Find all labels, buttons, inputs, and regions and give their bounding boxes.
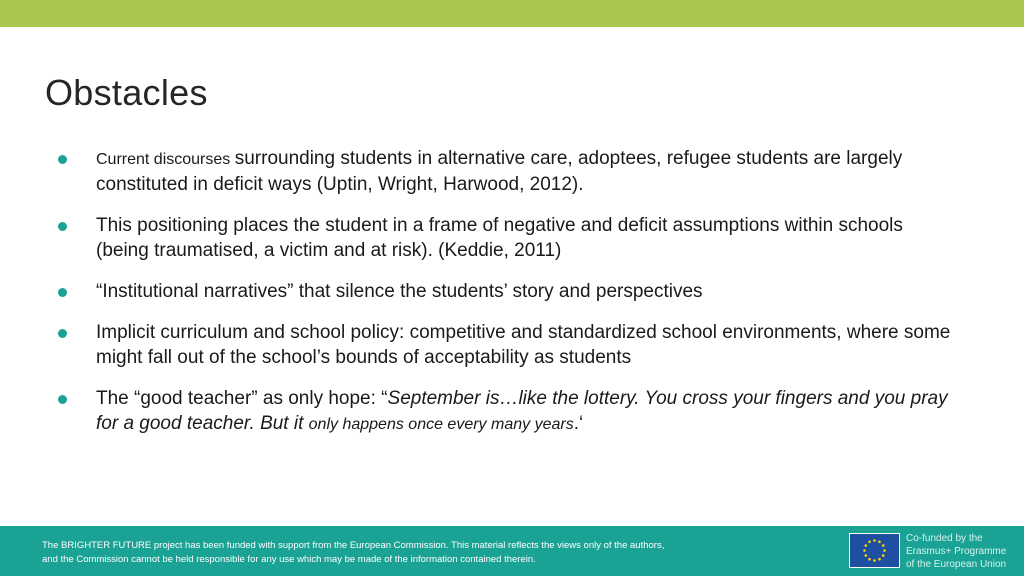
disclaimer-line: The BRIGHTER FUTURE project has been funded with support from the European Commission. This material reflects the views only of the authors, — [42, 540, 665, 551]
bullet-text: This positioning places the student in a frame of negative and deficit assumptions within schools (being traumatised, a victim and at risk). (Keddie, 2011) — [96, 215, 903, 261]
bullet-dot-icon — [58, 288, 67, 297]
list-item — [58, 386, 958, 437]
bullet-text: “Institutional narratives” that silence the students’ story and perspectives — [96, 281, 703, 302]
bullet-dot-icon — [58, 222, 67, 231]
list-item — [58, 146, 958, 197]
bullet-dot-icon — [58, 329, 67, 338]
footer-bar — [0, 526, 1024, 576]
bullet-dot-icon — [58, 395, 67, 404]
eu-flag-icon — [849, 533, 900, 568]
bullet-text: Implicit curriculum and school policy: competitive and standardized school environments, where some might fall out of the school’s bounds of acceptability as students — [96, 322, 951, 368]
eu-cofunded-label: Co-funded by the Erasmus+ Programme of the European Union — [906, 533, 1007, 570]
list-item — [58, 213, 958, 263]
list-item — [58, 279, 958, 304]
slide-title: Obstacles — [45, 72, 208, 113]
footer-disclaimer — [42, 539, 802, 567]
disclaimer-line: and the Commission cannot be held responsible for any use which may be made of the information contained therein. — [42, 554, 536, 565]
quote-italic: September is…like the lottery. You cross your fingers and you pray for a good teacher. But it — [96, 388, 948, 434]
top-accent-bar — [0, 0, 1024, 27]
bullet-list — [58, 146, 958, 453]
bullet-text: The “good teacher” as only hope: “September is…like the lottery. You cross your fingers and you pray for a good teacher. But it only happens once every many years.‘ — [96, 388, 948, 434]
quote-small-italic: only happens once every many years — [308, 416, 574, 433]
list-item — [58, 320, 958, 370]
bullet-dot-icon — [58, 155, 67, 164]
bullet-text: Current discourses surrounding students in alternative care, adoptees, refugee students are largely constituted in deficit ways (Uptin, Wright, Harwood, 2012). — [96, 148, 903, 195]
